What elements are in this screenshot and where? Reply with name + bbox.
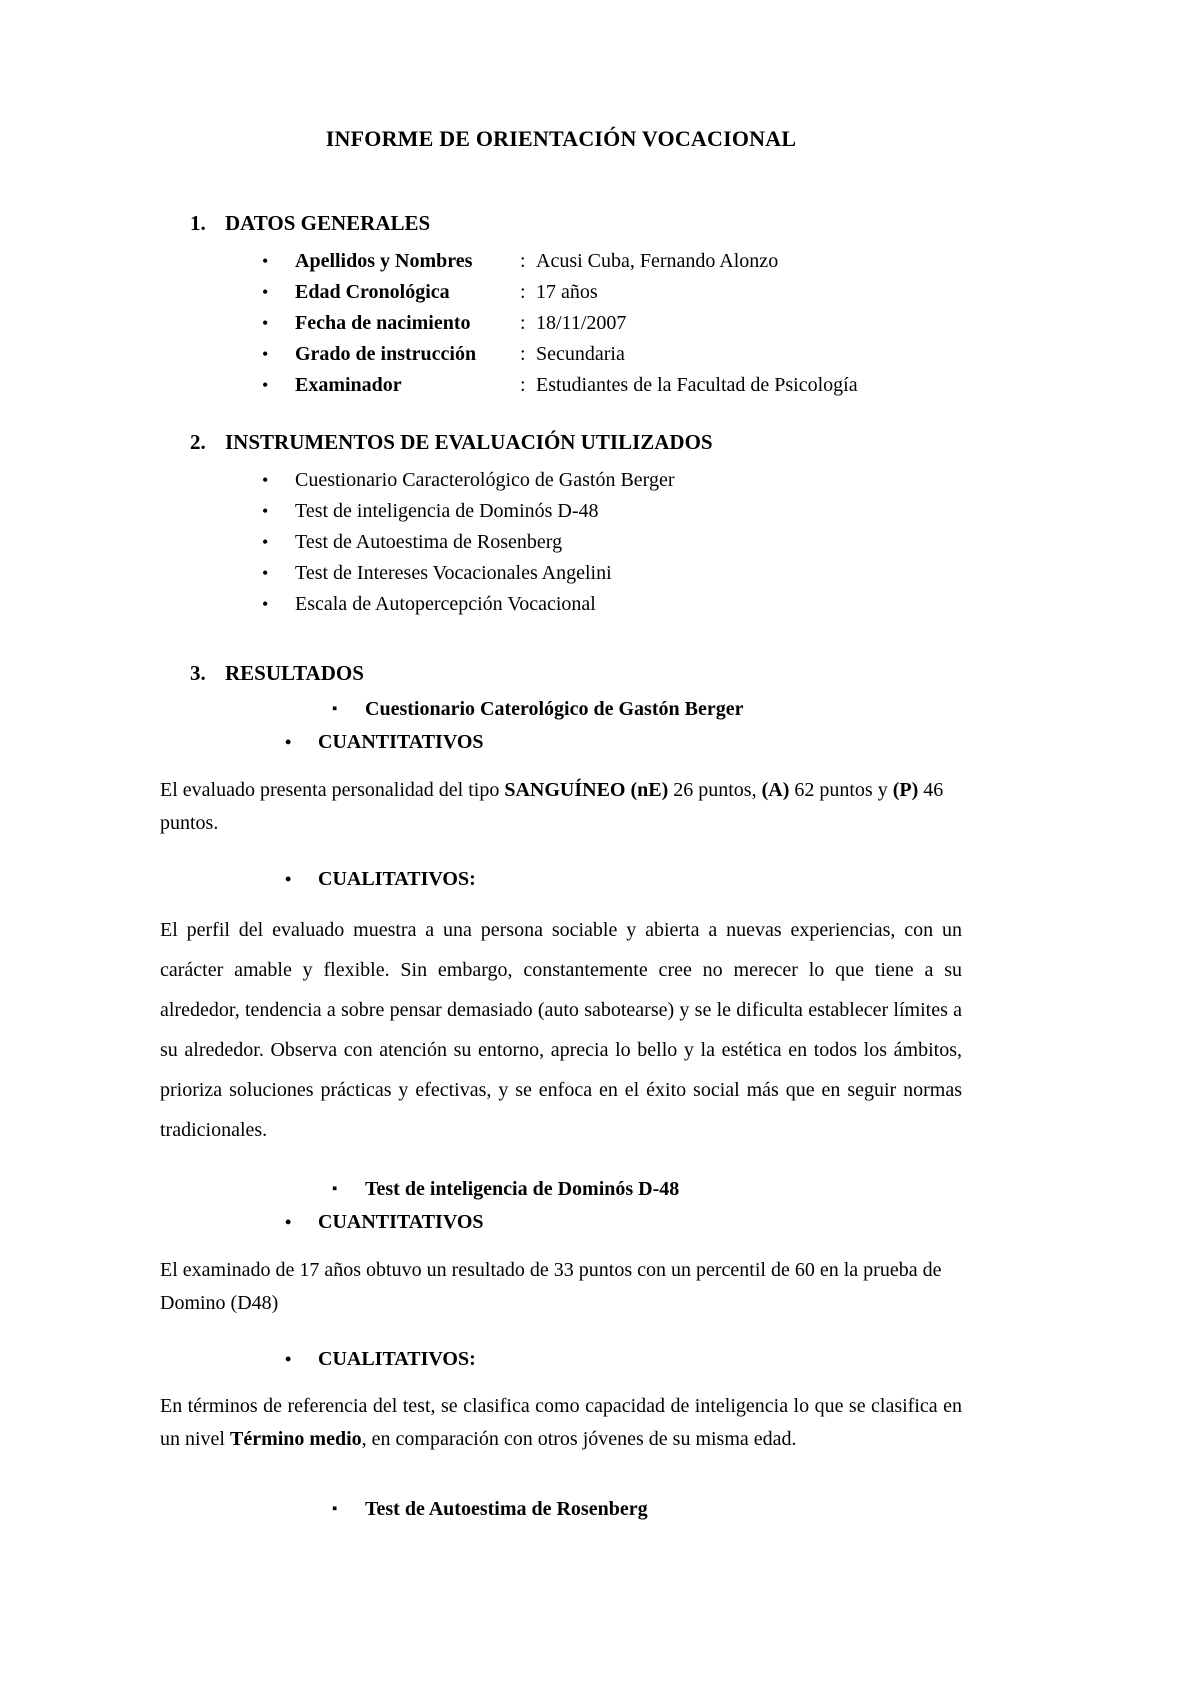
list-item [262, 527, 962, 558]
field-value: 17 años [536, 281, 598, 303]
bullet-icon: • [262, 594, 269, 614]
text-segment: El evaluado presenta personalidad del tipo [160, 779, 505, 801]
subheading-text: Test de Autoestima de Rosenberg [365, 1498, 648, 1520]
section-number: 2. [190, 430, 206, 454]
field-separator: : [520, 343, 526, 365]
section-title: INSTRUMENTOS DE EVALUACIÓN UTILIZADOS [225, 430, 713, 454]
text-segment: 46 puntos. [160, 779, 944, 834]
section-heading-resultados [190, 658, 962, 688]
field-separator: : [520, 312, 526, 334]
section-title: DATOS GENERALES [225, 211, 431, 235]
bullet-icon: • [262, 251, 269, 271]
section-title: RESULTADOS [225, 661, 364, 685]
subheading-text: Test de inteligencia de Dominós D-48 [365, 1178, 680, 1200]
list-item-text: Cuestionario Caracterológico de Gastón Berger [295, 469, 675, 491]
cualitativos-label [285, 1344, 962, 1375]
field-separator: : [520, 250, 526, 272]
square-bullet-icon: ▪ [332, 1501, 338, 1517]
field-row [262, 246, 962, 277]
cuantitativos-label [285, 1207, 962, 1238]
list-item-text: Test de inteligencia de Dominós D-48 [295, 500, 599, 522]
bullet-icon: • [262, 501, 269, 521]
bullet-icon: • [262, 375, 269, 395]
text-segment: 26 puntos, [668, 779, 762, 801]
list-item [262, 558, 962, 589]
text-segment: Término medio [230, 1428, 362, 1450]
field-value: Estudiantes de la Facultad de Psicología [536, 374, 858, 396]
text-segment: (A) [761, 779, 790, 801]
label-text: CUANTITATIVOS [318, 1211, 484, 1233]
section-number: 3. [190, 661, 206, 685]
list-item-text: Test de Autoestima de Rosenberg [295, 531, 563, 553]
text-segment: SANGUÍNEO (nE) [504, 779, 669, 801]
dominos-cualitativos-paragraph [160, 1390, 962, 1456]
instrumentos-list [160, 465, 962, 620]
field-row [262, 339, 962, 370]
subheading-text: Cuestionario Caterológico de Gastón Berger [365, 698, 744, 720]
bullet-icon: • [262, 344, 269, 364]
section-heading-datos-generales [190, 208, 962, 238]
square-bullet-icon: ▪ [332, 1181, 338, 1197]
berger-cualitativos-paragraph: El perfil del evaluado muestra a una persona sociable y abierta a nuevas experiencias, con un carácter amable y flexible. Sin embargo, constantemente cree no merecer lo que tiene a su alrededor, tendencia a sobre pensar demasiado (auto sabotearse) y se le dificulta establecer límites a su alrededor. Observa con atención su entorno, aprecia lo bello y la estética en todos los ámbitos, prioriza soluciones prácticas y efectivas, y se enfoca en el éxito social más que en seguir normas tradicionales. [160, 919, 962, 1141]
cuantitativos-label [285, 727, 962, 758]
bullet-icon: • [262, 532, 269, 552]
bullet-icon: • [285, 1212, 292, 1232]
label-text: CUANTITATIVOS [318, 731, 484, 753]
section-number: 1. [190, 211, 206, 235]
field-value: 18/11/2007 [536, 312, 627, 334]
document-title: INFORME DE ORIENTACIÓN VOCACIONAL [325, 126, 797, 151]
bullet-icon: • [285, 732, 292, 752]
field-label: Edad Cronológica [295, 281, 450, 303]
berger-cuantitativos-paragraph [160, 774, 962, 840]
label-text: CUALITATIVOS: [318, 868, 476, 890]
bullet-icon: • [262, 313, 269, 333]
dominos-cuantitativos-paragraph: El examinado de 17 años obtuvo un resultado de 33 puntos con un percentil de 60 en la prueba de Domino (D48) [160, 1259, 942, 1314]
section-heading-instrumentos [190, 427, 962, 457]
field-label: Grado de instrucción [295, 343, 477, 365]
bullet-icon: • [285, 1349, 292, 1369]
field-label: Examinador [295, 374, 402, 396]
list-item-text: Test de Intereses Vocacionales Angelini [295, 562, 612, 584]
bullet-icon: • [262, 563, 269, 583]
field-row [262, 277, 962, 308]
list-item [262, 589, 962, 620]
list-item [262, 496, 962, 527]
field-value: Acusi Cuba, Fernando Alonzo [536, 250, 779, 272]
cualitativos-label [285, 864, 962, 895]
field-label: Apellidos y Nombres [295, 250, 473, 272]
text-segment: (P) [892, 779, 919, 801]
text-segment: , en comparación con otros jóvenes de su misma edad. [361, 1428, 797, 1450]
label-text: CUALITATIVOS: [318, 1348, 476, 1370]
text-segment: En términos de referencia del test, se clasifica como capacidad de inteligencia lo que se clasifica en un nivel [160, 1395, 962, 1450]
bullet-icon: • [262, 470, 269, 490]
field-label: Fecha de nacimiento [295, 312, 471, 334]
bullet-icon: • [285, 869, 292, 889]
datos-generales-list [160, 246, 962, 401]
subheading-dominos [332, 1174, 962, 1205]
subheading-rosenberg [332, 1494, 962, 1525]
field-separator: : [520, 281, 526, 303]
field-separator: : [520, 374, 526, 396]
subheading-berger [332, 694, 962, 725]
field-value: Secundaria [536, 343, 625, 365]
list-item [262, 465, 962, 496]
field-row [262, 308, 962, 339]
bullet-icon: • [262, 282, 269, 302]
text-segment: 62 puntos y [789, 779, 893, 801]
list-item-text: Escala de Autopercepción Vocacional [295, 593, 596, 615]
square-bullet-icon: ▪ [332, 701, 338, 717]
field-row [262, 370, 962, 401]
